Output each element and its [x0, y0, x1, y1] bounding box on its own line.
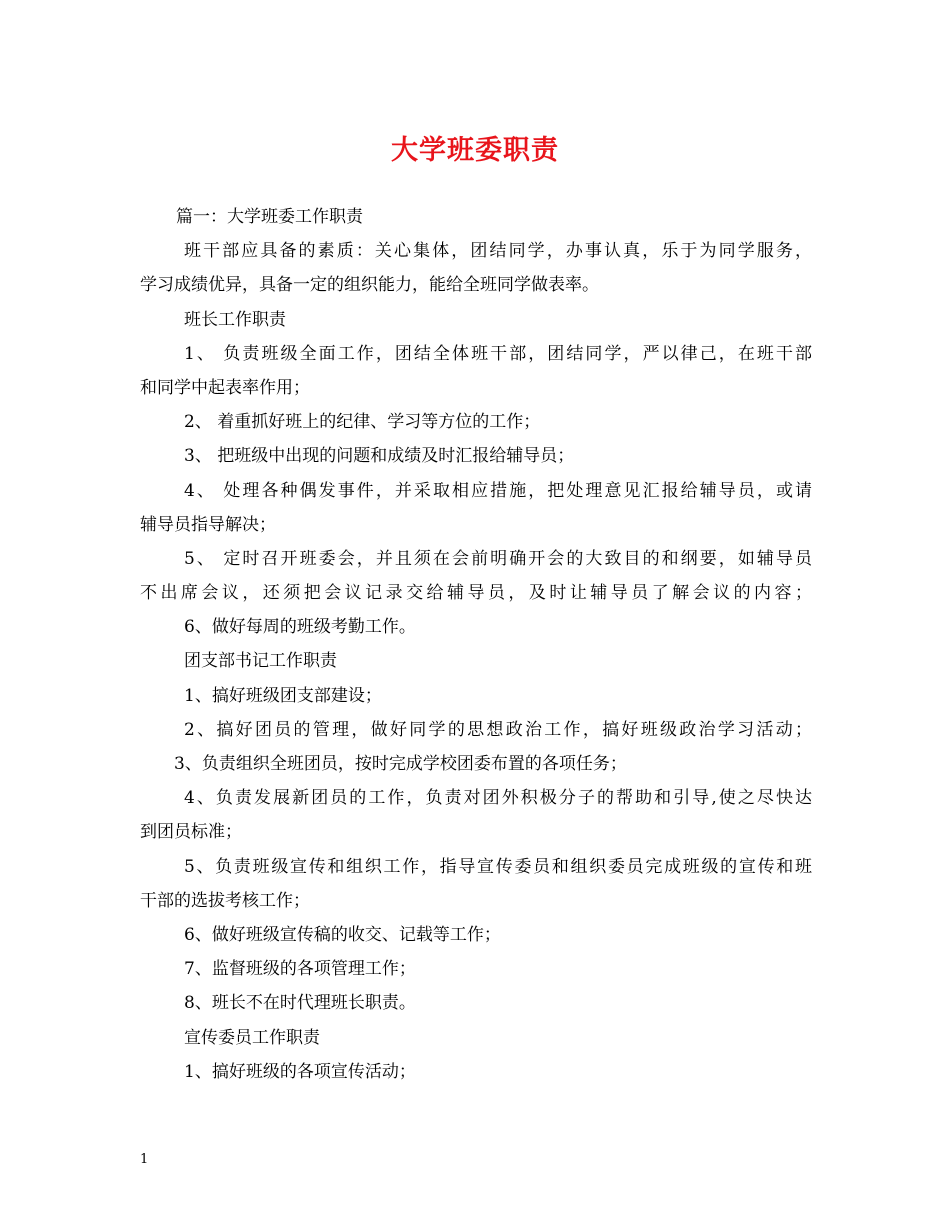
list-item-line: 5、负责班级宣传和组织工作，指导宣传委员和组织委员完成班级的宣传和班	[184, 856, 812, 877]
subsection-heading: 宣传委员工作职责	[184, 1027, 320, 1048]
list-item-line: 6、做好每周的班级考勤工作。	[184, 617, 416, 638]
list-item-line: 6、做好班级宣传稿的收交、记载等工作；	[184, 924, 501, 945]
list-item-line: 8、班长不在时代理班长职责。	[184, 993, 416, 1014]
list-item-line: 4、负责发展新团员的工作，负责对团外积极分子的帮助和引导,使之尽快达	[184, 788, 812, 809]
list-item-line: 辅导员指导解决；	[140, 514, 276, 535]
list-item-line: 3、 把班级中出现的问题和成绩及时汇报给辅导员；	[184, 446, 575, 467]
list-item-line: 4、 处理各种偶发事件，并采取相应措施，把处理意见汇报给辅导员，或请	[184, 480, 812, 501]
section-heading: 篇一：大学班委工作职责	[176, 207, 363, 227]
page-number: 1	[140, 1152, 149, 1167]
list-item-line: 3、负责组织全班团员，按时完成学校团委布置的各项任务；	[174, 754, 627, 774]
subsection-heading: 团支部书记工作职责	[184, 651, 337, 672]
list-item-line: 5、 定时召开班委会，并且须在会前明确开会的大致目的和纲要，如辅导员	[184, 548, 812, 569]
list-item-line: 1、 负责班级全面工作，团结全体班干部，团结同学，严以律己，在班干部	[184, 343, 812, 364]
subsection-heading: 班长工作职责	[184, 309, 286, 330]
paragraph-line: 班干部应具备的素质：关心集体，团结同学，办事认真，乐于为同学服务，	[184, 241, 812, 262]
list-item-line: 和同学中起表率作用；	[140, 377, 310, 398]
list-item-line: 2、搞好团员的管理，做好同学的思想政治工作，搞好班级政治学习活动；	[184, 719, 812, 740]
list-item-line: 不出席会议，还须把会议记录交给辅导员，及时让辅导员了解会议的内容；	[140, 583, 812, 604]
document-title: 大学班委职责	[391, 135, 559, 166]
list-item-line: 2、 着重抓好班上的纪律、学习等方位的工作；	[184, 412, 541, 433]
list-item-line: 干部的选拔考核工作；	[140, 890, 310, 911]
list-item-line: 到团员标准；	[140, 822, 242, 843]
list-item-line: 1、搞好班级团支部建设；	[184, 685, 382, 706]
document-body	[140, 200, 812, 1089]
list-item-line: 7、监督班级的各项管理工作；	[184, 959, 416, 980]
paragraph-line: 学习成绩优异，具备一定的组织能力，能给全班同学做表率。	[140, 275, 599, 296]
list-item-line: 1、搞好班级的各项宣传活动；	[184, 1061, 416, 1082]
